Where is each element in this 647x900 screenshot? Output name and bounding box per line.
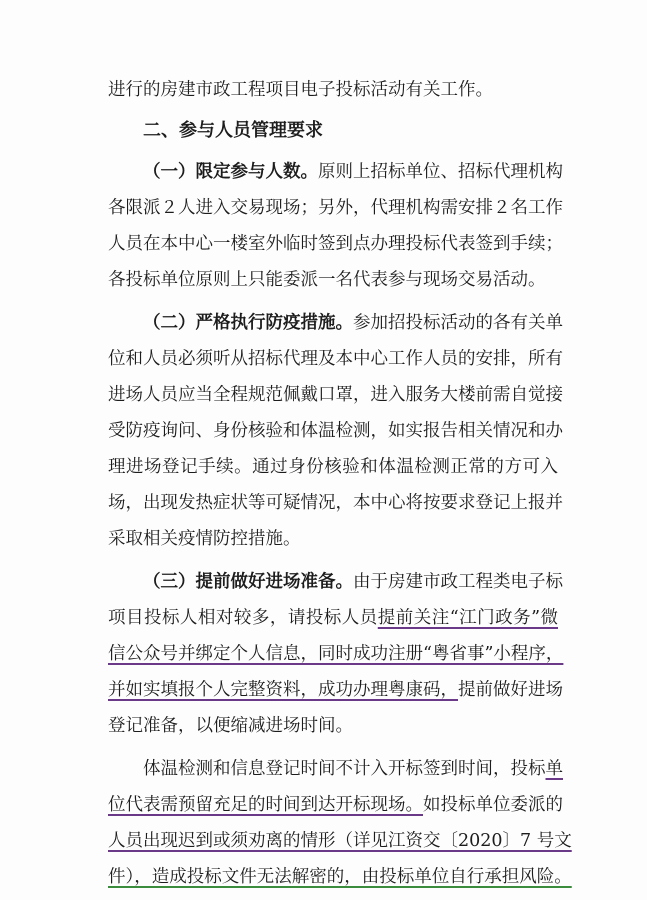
- underline-annotation: 位代表需预留充足的时间到达开标现场。: [108, 795, 423, 815]
- s1-line-2: 各限派２人进入交易现场；另外，代理机构需安排２名工作: [108, 198, 563, 218]
- s3-line-4: 并如实填报个人完整资料，成功办理粤康码，提前做好进场: [108, 680, 563, 700]
- s2-line-6: 场，出现发热症状等可疑情况，本中心将按要求登记上报并: [108, 493, 563, 513]
- s3-bold-title: （三）提前做好进场准备。: [143, 572, 353, 592]
- underline-annotation: 并如实填报个人完整资料，成功办理粤康码，: [108, 680, 458, 700]
- s3-line-1: （三）提前做好进场准备。由于房建市政工程类电子标: [143, 572, 563, 592]
- s1-line-1: （一）限定参与人数。原则上招标单位、招标代理机构: [143, 162, 563, 182]
- p4-line-4: 件），造成投标文件无法解密的，由投标单位自行承担风险。: [108, 867, 572, 887]
- s1-line-3: 人员在本中心一楼室外临时签到点办理投标代表签到手续；: [108, 234, 563, 254]
- p4-line-2: 位代表需预留充足的时间到达开标现场。如投标单位委派的: [108, 795, 563, 815]
- s3-line-3: 信公众号并绑定个人信息，同时成功注册“粤省事”小程序，: [108, 644, 564, 664]
- s2-bold-title: （二）严格执行防疫措施。: [143, 313, 353, 333]
- s3-line-5: 登记准备，以便缩减进场时间。: [108, 716, 353, 736]
- s2-line-7: 采取相关疫情防控措施。: [108, 529, 301, 549]
- s2-line-5: 理进场登记手续。通过身份核验和体温检测正常的方可入: [108, 457, 558, 477]
- s1-line-4: 各投标单位原则上只能委派一名代表参与现场交易活动。: [108, 270, 546, 290]
- underline-annotation: 单: [545, 759, 563, 779]
- s2-line-2: 位和人员必须听从招标代理及本中心工作人员的安排，所有: [108, 349, 563, 369]
- section-heading: 二、参与人员管理要求: [143, 120, 323, 141]
- s2-line-4: 受防疫询问、身份核验和体温检测，如实报告相关情况和办: [108, 421, 563, 441]
- underline-annotation: 提前关注“江门政务”微: [377, 608, 558, 628]
- s1-bold-title: （一）限定参与人数。: [143, 162, 318, 182]
- p4-line-3: 人员出现迟到或须劝离的情形（详见江资交〔2020〕7 号文: [108, 831, 572, 851]
- s2-line-3: 进场人员应当全程规范佩戴口罩，进入服务大楼前需自觉接: [108, 385, 563, 405]
- intro-line: 进行的房建市政工程项目电子投标活动有关工作。: [108, 80, 493, 100]
- s2-line-1: （二）严格执行防疫措施。参加招投标活动的各有关单: [143, 313, 563, 333]
- s3-line-2: 项目投标人相对较多，请投标人员提前关注“江门政务”微: [108, 608, 558, 628]
- p4-line-1: 体温检测和信息登记时间不计入开标签到时间，投标单: [143, 759, 563, 779]
